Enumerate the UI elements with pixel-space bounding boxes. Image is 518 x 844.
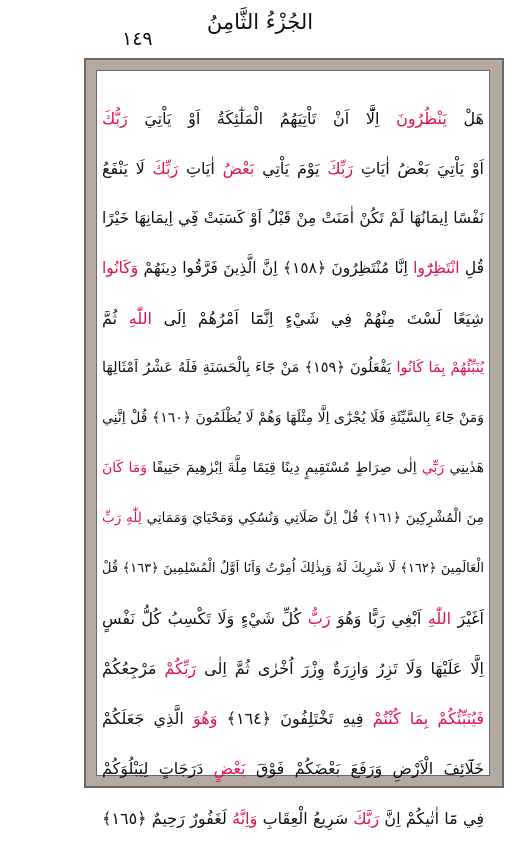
text-segment: يَفْعَلُونَ ﴿١٥٩﴾ مَنْ جَٓاءَ بِالْحَسَنَةِ فَلَهُ عَشْرُ اَمْثَالِهَا bbox=[102, 360, 397, 376]
highlighted-word: بَعْضُ bbox=[222, 159, 255, 178]
text-line bbox=[102, 494, 484, 544]
text-segment: اِلَّٓا اَنْ تَاْتِيَهُمُ الْمَلٰٓئِكَةُ اَوْ يَاْتِيَ bbox=[127, 109, 397, 128]
highlighted-word: وَاِنَّهُ bbox=[232, 809, 258, 828]
text-segment: قُلِ bbox=[459, 259, 484, 277]
highlighted-word: يَنْظُرُونَ bbox=[396, 109, 447, 128]
text-segment: شِيَعًا لَسْتَ مِنْهُمْ فِي شَيْءٍ اِنَّمَٓا اَمْرُهُمْ اِلَى bbox=[151, 309, 484, 328]
text-segment: هَدٰينِي bbox=[444, 460, 484, 476]
highlighted-word: وَمَا كَانَ bbox=[102, 460, 147, 476]
text-line bbox=[102, 194, 484, 244]
text-segment: اَبْغِي رَبًّا وَهُوَ bbox=[330, 609, 428, 628]
text-segment: هَلْ bbox=[446, 109, 484, 128]
text-line bbox=[102, 594, 484, 644]
text-line bbox=[102, 794, 484, 844]
text-segment: كُلِّ شَيْءٍ وَلَا تَكْسِبُ كُلُّ نَفْسٍ bbox=[102, 609, 308, 628]
text-segment: مِنَ الْمُشْرِكِينَ ﴿١٦١﴾ قُلْ اِنَّ صَلَاتِي وَنُسُكِي وَمَحْيَايَ وَمَمَاتِي bbox=[141, 510, 484, 526]
highlighted-word: اللّٰهِ bbox=[128, 309, 152, 328]
text-segment: خَلَٓائِفَ الْاَرْضِ وَرَفَعَ بَعْضَكُمْ فَوْقَ bbox=[245, 759, 484, 778]
highlighted-word: وَكَانُوا bbox=[102, 259, 139, 277]
highlighted-word: رَبِّكَ bbox=[327, 159, 354, 178]
text-segment: اَغَيْرَ bbox=[451, 609, 484, 628]
highlighted-word: اللّٰهِ bbox=[427, 609, 452, 628]
text-segment: اِلَّا عَلَيْهَا وَلَا تَزِرُ وَازِرَةٌ وِزْرَ اُخْرٰى ثُمَّ اِلٰى bbox=[196, 659, 484, 678]
text-line bbox=[102, 394, 484, 444]
highlighted-word: رَبَّكَ bbox=[353, 809, 380, 828]
text-segment: فِي مَٓا اٰتٰيكُمْ اِنَّ bbox=[379, 809, 484, 828]
highlighted-word: رَبِّكُمْ bbox=[164, 659, 197, 678]
highlighted-word: وَهُوَ bbox=[192, 709, 218, 728]
text-segment: اِلٰى صِرَاطٍ مُسْتَقِيمٍ دِينًا قِيَمًا مِلَّةَ اِبْرٰهِيمَ حَنِيفًا bbox=[147, 460, 422, 476]
highlighted-word: انْتَظِرُٓوا bbox=[413, 259, 460, 277]
text-segment: الَّذِي جَعَلَكُمْ bbox=[102, 709, 193, 728]
highlighted-word: رَبُّ bbox=[307, 609, 331, 628]
text-line bbox=[102, 144, 484, 194]
text-segment: اٰيَاتِ bbox=[178, 159, 223, 178]
text-line bbox=[102, 294, 484, 344]
text-segment: لَا يَنْفَعُ bbox=[102, 159, 153, 178]
juz-title: الجُزْءُ الثَّامِنُ bbox=[206, 10, 314, 34]
highlighted-word: بَعْضٍ bbox=[213, 759, 246, 778]
highlighted-word: رَبِّكَ bbox=[152, 159, 179, 178]
text-segment: اَوْ يَاْتِيَ بَعْضُ اٰيَاتِ bbox=[353, 159, 484, 178]
highlighted-word: رَبِّٓي bbox=[421, 460, 445, 476]
text-line bbox=[102, 644, 484, 694]
text-line bbox=[102, 744, 484, 794]
text-segment: وَمَنْ جَٓاءَ بِالسَّيِّئَةِ فَلَا يُجْزٰٓى اِلَّا مِثْلَهَا وَهُمْ لَا يُظْلَمُونَ ﴿١٦٠﴾ قُلْ اِنَّنِي bbox=[102, 410, 484, 426]
quran-text-area bbox=[102, 94, 484, 828]
page-header bbox=[0, 0, 518, 62]
text-line bbox=[102, 444, 484, 494]
text-segment: سَرِيعُ الْعِقَابِ bbox=[257, 809, 354, 828]
text-segment: يَوْمَ يَاْتِي bbox=[254, 159, 328, 178]
text-segment: ثُمَّ bbox=[102, 309, 129, 328]
highlighted-word: لِلّٰهِ رَبِّ bbox=[102, 510, 142, 526]
text-segment: اِنَّا مُنْتَظِرُونَ ﴿١٥٨﴾ اِنَّ الَّذِينَ فَرَّقُوا دِينَهُمْ bbox=[138, 259, 414, 277]
text-line bbox=[102, 244, 484, 294]
text-segment: فِيهِ تَخْتَلِفُونَ ﴿١٦٤﴾ bbox=[217, 709, 373, 728]
text-segment: الْعَالَمِينَ ﴿١٦٢﴾ لَا شَرِيكَ لَهُ وَبِذٰلِكَ اُمِرْتُ وَاَنَا اَوَّلُ الْمُسْلِمِينَ ﴿١٦٣﴾ قُلْ bbox=[102, 561, 484, 576]
text-segment: نَفْسًا اِيمَانُهَا لَمْ تَكُنْ اٰمَنَتْ مِنْ قَبْلُ اَوْ كَسَبَتْ فِٓي اِيمَانِهَا خَيْرًا bbox=[102, 209, 484, 227]
highlighted-word: رَبُّكَ bbox=[102, 109, 128, 128]
text-line bbox=[102, 94, 484, 144]
text-line bbox=[102, 694, 484, 744]
text-segment: مَرْجِعُكُمْ bbox=[102, 659, 165, 678]
text-segment: دَرَجَاتٍ لِيَبْلُوَكُمْ bbox=[102, 759, 214, 778]
text-segment: لَغَفُورٌ رَحِيمٌ ﴿١٦٥﴾ bbox=[102, 809, 233, 828]
text-line bbox=[102, 544, 484, 594]
highlighted-word: يُنَبِّئُهُمْ بِمَا كَانُوا bbox=[396, 360, 484, 376]
page-number: ١٤٩ bbox=[122, 28, 153, 50]
highlighted-word: فَيُنَبِّئُكُمْ بِمَا كُنْتُمْ bbox=[372, 709, 484, 728]
text-line bbox=[102, 344, 484, 394]
